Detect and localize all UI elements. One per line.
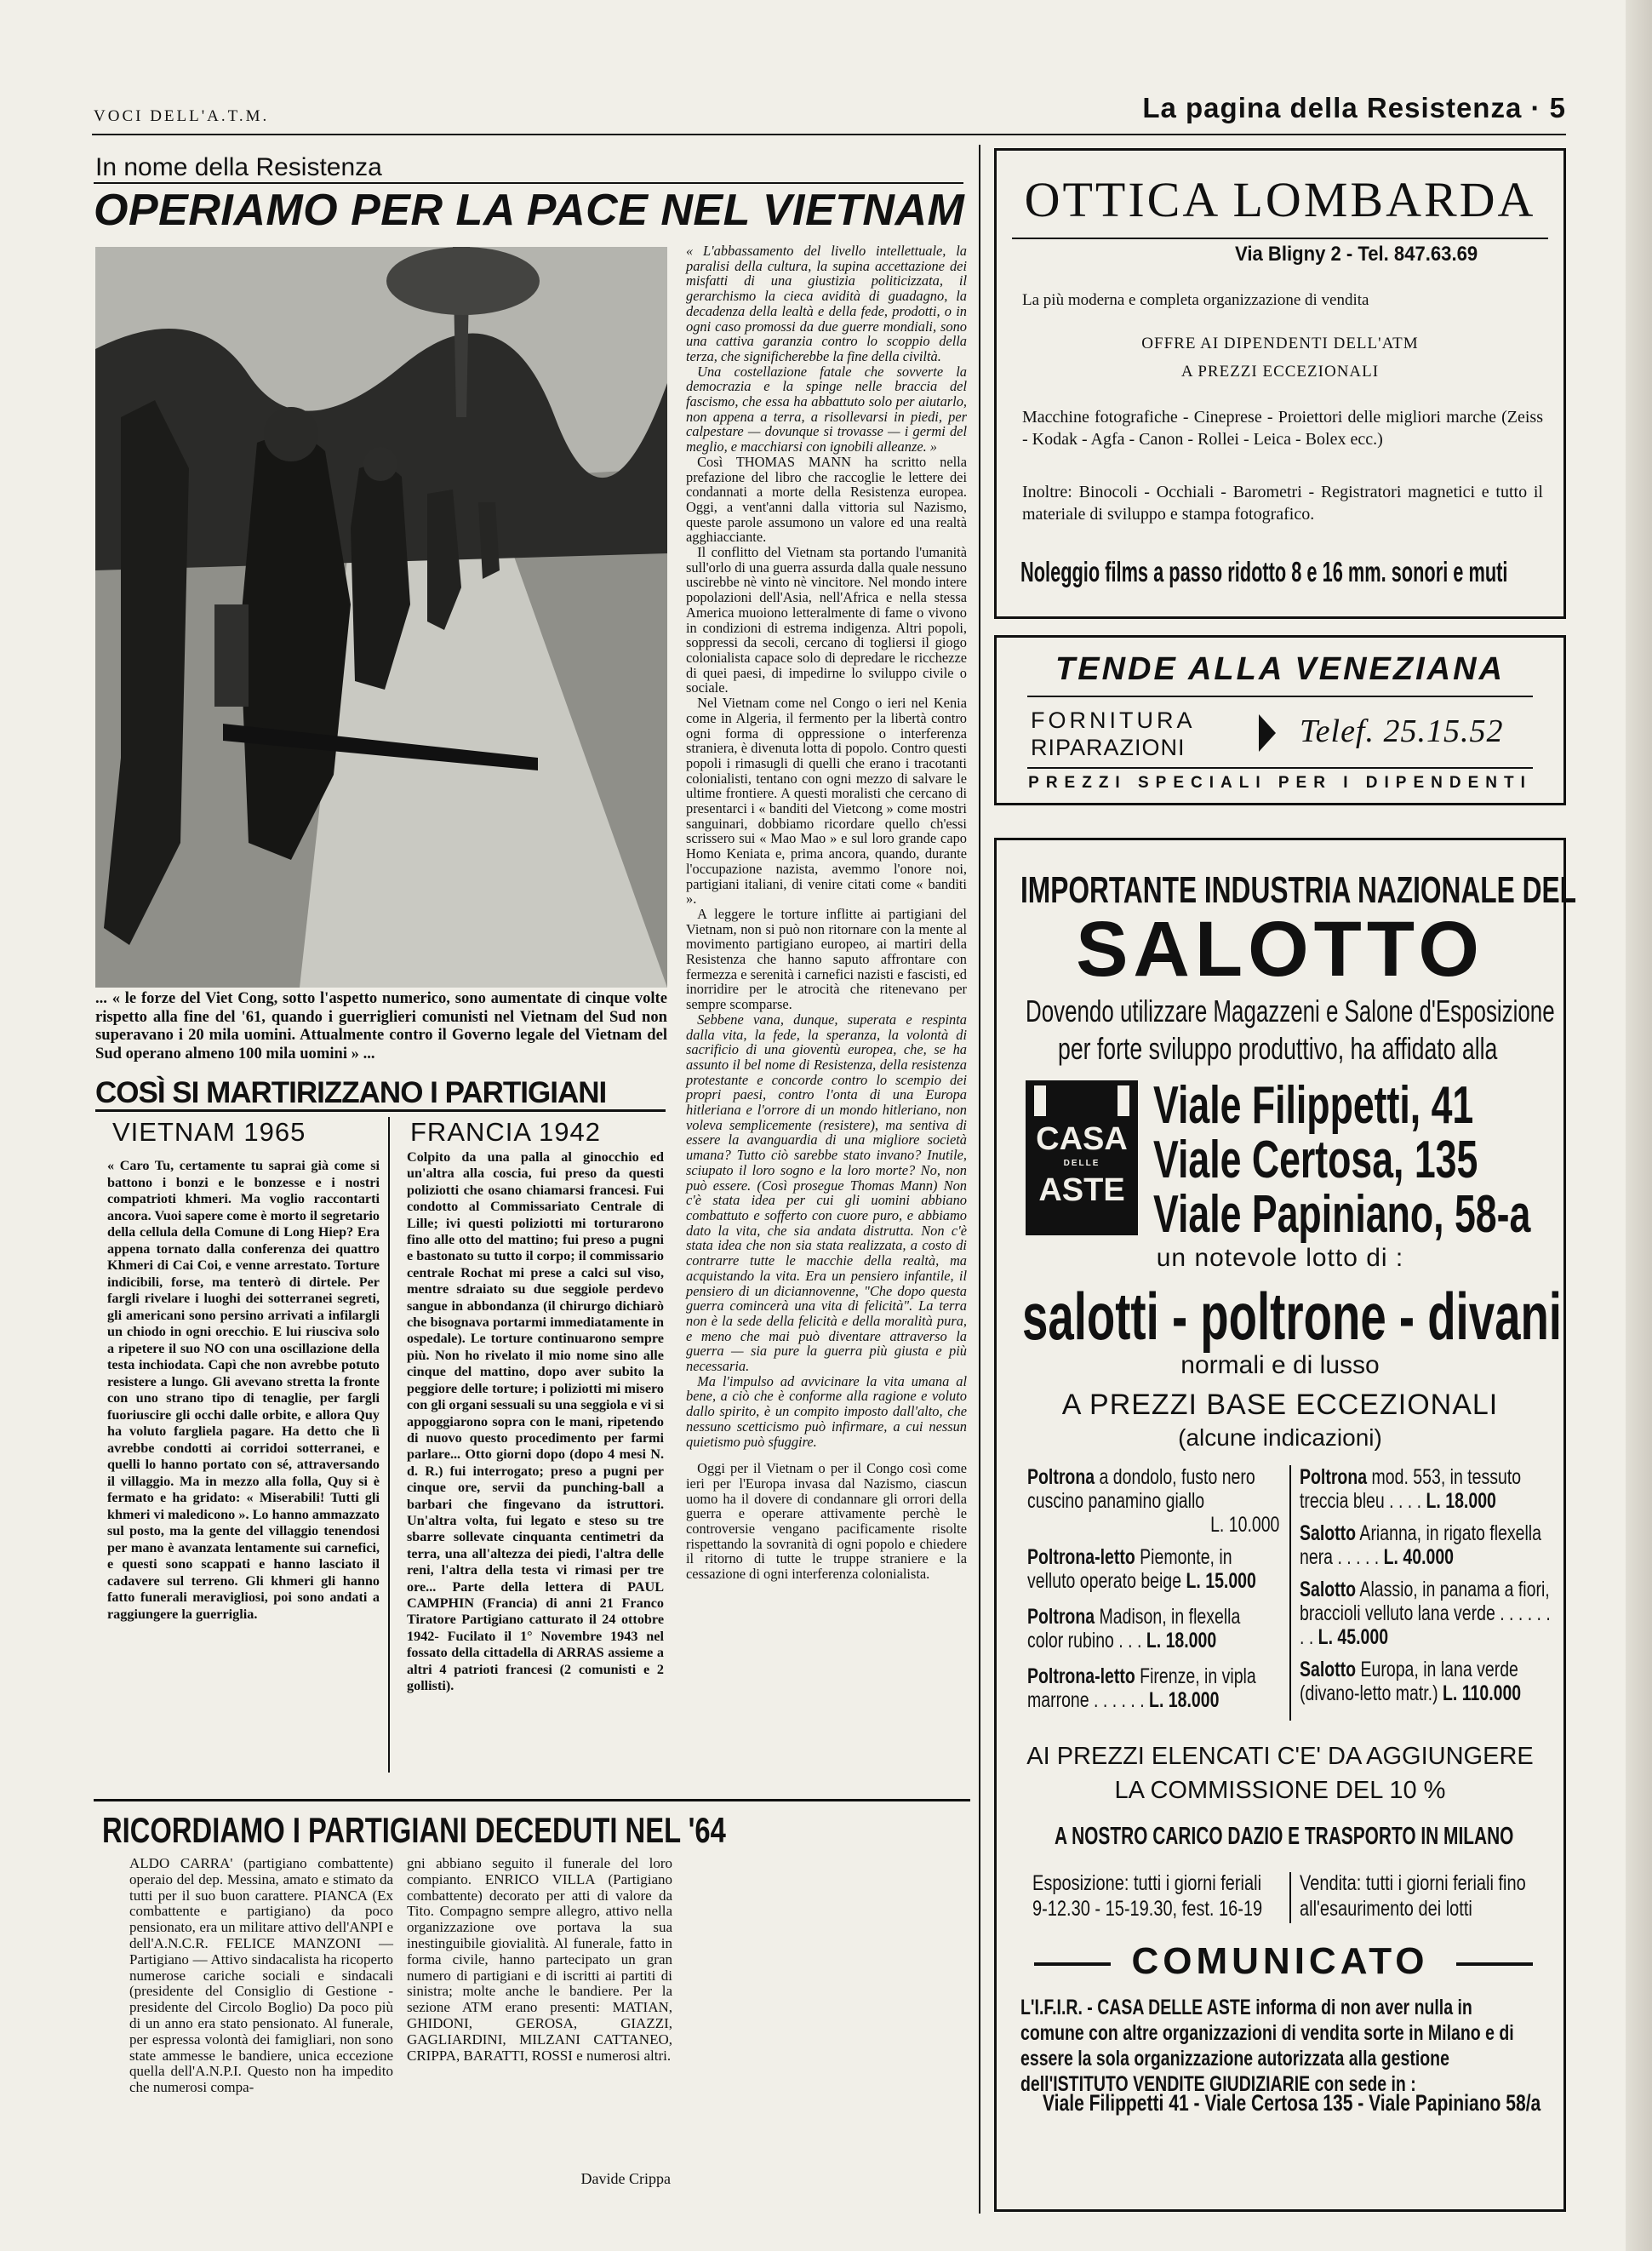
logo-casa-text: CASA xyxy=(1036,1121,1128,1157)
price-item-price: L. 40.000 xyxy=(1383,1545,1455,1569)
salotto-line2: per forte sviluppo produttivo, ha affidato alla xyxy=(1058,1031,1498,1066)
article-paragraph: Il conflitto del Vietnam sta portando l'umanità sull'orlo di una guerra assurda dalla quale nessuno uscirebbe nè vinto nè vincitore. Nel mondo intere popolazioni dell'Asia, nell'Africa e nella stessa America muoiono letteralmente di fame o vivono in condizioni di estrema indigenza. Altri popoli, soppressi da secoli, cercano di togliersi il giogo colonialista capace solo di depredare le ricchezze di quei paesi, di impedirne lo sviluppo civile o sociale. xyxy=(686,544,967,696)
photo-illustration xyxy=(95,247,667,988)
francia-subtitle: FRANCIA 1942 xyxy=(410,1117,601,1147)
ottica-address: Via Bligny 2 - Tel. 847.63.69 xyxy=(1235,243,1478,266)
ricordiamo-col1: ALDO CARRA' (partigiano combattente) operaio del dep. Messina, amato e stimato da tutti per il suo buon carattere. PIANCA (Ex combattente e partigiano) da poco pensionato, era un militare attivo dell'ANPI e dell'A.N.C.R. FELICE MANZONI — Partigiano — Attivo sindacalista ha ricoperto numerose cariche sociali e sindacali (presidente del Consiglio di Gestione - presidente del Circolo Boglio) Da poco più di un anno era stato pensionato. Al funerale, per espressa volontà dei famigliari, non sono state ammesse le bandiere, unica eccezione quella dell'A.N.P.I. Questo non ha impedito che numerosi compa- xyxy=(129,1855,393,2096)
logo-bar xyxy=(1034,1085,1046,1116)
price-item-desc: Madison, in flexella color rubino . . . xyxy=(1027,1605,1241,1652)
price-item-desc: Europa, in lana verde (divano-letto matr.) xyxy=(1300,1658,1518,1705)
ottica-offer1: OFFRE AI DIPENDENTI DELL'ATM xyxy=(1141,335,1419,352)
article-paragraph: Oggi per il Vietnam o per il Congo così come ieri per l'Europa invasa dal Nazismo, ciascun uomo ha il dovere di condannare gli orrori della guerra e operare attivamente perchè le controversie vengano pacificamente risolte rispettando la sovranità di ogni popolo e chiedere il ritorno di tutte le truppe straniere e la cessazione di ogni interferenza colonialista. xyxy=(686,1460,967,1583)
ottica-offer2: A PREZZI ECCEZIONALI xyxy=(1180,363,1380,381)
price-item xyxy=(1027,1664,1279,1712)
vietnam-subtitle: VIETNAM 1965 xyxy=(112,1117,306,1147)
logo-delle-text: DELLE xyxy=(1063,1159,1100,1168)
price-item xyxy=(1300,1521,1555,1569)
price-item-name: Poltrona-letto xyxy=(1027,1664,1135,1688)
salotto-addr2: Viale Certosa, 135 xyxy=(1153,1131,1478,1189)
ricordiamo-title: RICORDIAMO I PARTIGIANI DECEDUTI NEL '64 xyxy=(102,1810,726,1850)
salotto-intro: IMPORTANTE INDUSTRIA NAZIONALE DEL xyxy=(1020,869,1576,911)
price-item-name: Poltrona xyxy=(1027,1465,1095,1489)
comunicato-addresses: Viale Filippetti 41 - Viale Certosa 135 - Viale Papiniano 58/a xyxy=(1043,2090,1541,2116)
tende-footer: PREZZI SPECIALI PER I DIPENDENTI xyxy=(1028,774,1532,792)
column-separator xyxy=(979,145,980,2214)
salotto-addr3: Viale Papiniano, 58-a xyxy=(1153,1185,1531,1244)
price-item-price: L. 110.000 xyxy=(1442,1681,1522,1705)
salotto-carico: A NOSTRO CARICO DAZIO E TRASPORTO IN MILANO xyxy=(1055,1823,1514,1850)
comunicato-title: COMUNICATO xyxy=(1131,1940,1429,1982)
salotto-addr1: Viale Filippetti, 41 xyxy=(1153,1076,1474,1135)
article-paragraph: « L'abbassamento del livello intellettuale, la paralisi della cultura, la supina accettazione dei misfatti di una giustizia politicizzata, il gerarchismo la cieca avidità di guadagno, la decadenza della lealtà e della fede, prodotti, o in ogni caso promossi da due guerre mondiali, sono una cattiva garanzia contro lo scoppio della terza, che significherebbe la fine della civiltà. xyxy=(686,243,967,364)
price-item-name: Salotto xyxy=(1300,1578,1357,1601)
casa-delle-aste-logo xyxy=(1026,1080,1138,1235)
salotto-indicazioni: (alcune indicazioni) xyxy=(1178,1424,1382,1451)
article-body xyxy=(686,243,967,1582)
ricordiamo-col2: gni abbiano seguito il funerale del loro compianto. ENRICO VILLA (Partigiano combattente) decorato per atti di valore da Tito. Compagno sempre allegro, attivo nella organizzazione ove portava la sua inestinguibile giovialità. Al funerale, fatto in forma civile, hanno partecipato un gran numero di partigiani e di iscritti ai partiti di sinistra; molte anche le bandiere. Per la sezione ATM erano presenti: MATIAN, GHIDONI, GEROSA, GIAZZI, GAGLIARDINI, MILZANI CATTANEO, CRIPPA, BARATTI, ROSSI e numerosi altri. xyxy=(407,1855,672,2064)
price-item-name: Poltrona xyxy=(1300,1465,1368,1489)
comunicato-rule-right xyxy=(1456,1962,1533,1966)
ottica-also: Inoltre: Binocoli - Occhiali - Barometri - Registratori magnetici e tutto il materiale di sviluppo e stampa fotografico. xyxy=(1022,483,1543,524)
logo-bar xyxy=(1118,1085,1129,1116)
tende-ad xyxy=(994,635,1566,805)
salotto-esposizione: Esposizione: tutti i giorni feriali 9-12.30 - 15-19.30, fest. 16-19 xyxy=(1032,1871,1263,1921)
price-item-name: Salotto xyxy=(1300,1521,1357,1545)
article-paragraph: Una costellazione fatale che sovverte la democrazia e la spinge nelle braccia del fascismo, che essa ha abbattuto solo per aiutarlo, non appena a terra, a risollevarsi in piedi, per calpestare — dovunque si trovasse — i germi del meglio, e macchiarsi con ignobili alleanze. » xyxy=(686,363,967,455)
salotto-prezzi: A PREZZI BASE ECCEZIONALI xyxy=(1061,1389,1499,1421)
article-paragraph: Nel Vietnam come nel Congo o ieri nel Kenia come in Algeria, il fermento per la libertà contro ogni forma di oppressione o interferenza straniera, è divenuta lotta di popolo. Contro questi popoli i rimasugli di quelli che erano i tracotanti colonialisti, tentano con ogni mezzo di salvare le ultime frontiere. A questi moralisti che cercano di presentarci i « banditi del Vietcong » come mostri sanguinari, dobbiamo ricordare quello ch'essi scrissero sui « Mao Mao » e sul loro grande capo Homo Keniata e, prima ancora, quando, durante l'occupazione nazista, avemmo l'onore noi, partigiani italiani, di venire citati come « banditi ». xyxy=(686,695,967,908)
article-paragraph: Ma l'impulso ad avvicinare la vita umana al bene, a ciò che è conforme alla ragione e voluto dallo spirito, è un compito imposto dall'alto, che nessuno scetticismo può infirmare, a cui nessun quietismo può sfuggire. xyxy=(686,1372,967,1450)
esposizione-divider xyxy=(1289,1872,1291,1923)
price-item-desc: Alassio, in panama a fiori, braccioli velluto lana verde . . . . . . . . xyxy=(1300,1578,1551,1649)
ottica-products: Macchine fotografiche - Cineprese - Proiettori delle migliori marche (Zeiss - Kodak - Agfa - Canon - Rollei - Leica - Bolex ecc.) xyxy=(1022,408,1543,449)
tende-riparazioni: RIPARAZIONI xyxy=(1031,735,1186,760)
page-edge xyxy=(1626,0,1652,2251)
salotto-big: SALOTTO xyxy=(1076,906,1484,993)
price-item-desc: Arianna, in rigato flexella nera . . . . . xyxy=(1300,1521,1541,1569)
price-item-price: L. 15.000 xyxy=(1186,1569,1256,1593)
running-head-left: VOCI DELL'A.T.M. xyxy=(94,107,270,125)
price-item-name: Poltrona xyxy=(1027,1605,1095,1629)
ottica-ad xyxy=(994,148,1566,619)
guerrilla-photo xyxy=(95,247,667,988)
ottica-name: OTTICA LOMBARDA xyxy=(1024,172,1536,227)
price-item xyxy=(1027,1465,1279,1537)
salotto-products: salotti - poltrone - divani xyxy=(1022,1279,1562,1354)
photo-caption: ... « le forze del Viet Cong, sotto l'aspetto numerico, sono aumentate di cinque volte rispetto alla fine del '61, quando i guerriglieri comunisti nel Vietnam del Sud non superavano i 20 mila uomini. Attualmente contro il Governo legale del Vietnam del Sud operano almeno 100 mila uomini » ... xyxy=(95,989,667,1062)
price-item-desc: a dondolo, fusto nero cuscino panamino giallo xyxy=(1027,1465,1255,1513)
ottica-rule xyxy=(1012,238,1548,239)
tende-title: TENDE ALLA VENEZIANA xyxy=(1055,651,1505,687)
article-paragraph: Così THOMAS MANN ha scritto nella prefazione del libro che raccoglie le lettere dei condannati a morte della Resistenza europea. Oggi, a vent'anni dalla vittoria sul Nazismo, queste parole assumono un valore ed una realtà agghiacciante. xyxy=(686,453,967,546)
price-item xyxy=(1300,1465,1555,1513)
tende-phone: Telef. 25.15.52 xyxy=(1300,713,1504,749)
price-item xyxy=(1027,1605,1279,1652)
price-item-price: L. 18.000 xyxy=(1426,1489,1496,1513)
article-paragraph: Sebbene vana, dunque, superata e respinta dalla vita, la fede, la speranza, la volontà di sacrificio di una gioventù europea, che, se ha assunto il bel nome di Resistenza, della resistenza protestante e concorde contro lo scempio dei propri paesi, contro l'onta di una Europa hitleriana e l'orrore di un mondo hitleriano, non voleva semplicemente (resistere), ma sentiva di essere la avanguardia di una migliore società umana? Tutto ciò sarebbe stato invano? Inutile, sciupato il loro sogno e la loro morte? No, non può essere. (Così prosegue Thomas Mann) Non c'è stata idea per cui gli uomini abbiano combattuto e sofferto con cuore puro, e abbiamo dato la vita, che sia andata distrutta. Non c'è stata idea che non sia stata realizzata, a costo di contrarre tutte le macchie della realtà, ma acquistando la vita. Era un pensiero infantile, il pensiero di un diciannovenne, "Che dopo questa guerra comincerà una vita di felicità". La terra non è la sede della felicità e della moralità pura, e meno che mai può diventare attraverso la guerra — sia pure la guerra più giusta e più necessaria. xyxy=(686,1011,967,1375)
article-kicker: In nome della Resistenza xyxy=(95,153,382,181)
salotto-ad xyxy=(994,838,1576,2212)
article-paragraph: A leggere le torture inflitte ai partigiani del Vietnam, non si può non ritornare con la mente al movimento partigiano europeo, ai martiri della Resistenza che hanno saputo affrontare con fermezza e serenità i carnefici nazisti e fascisti, ed inorridire per le atrocità che ritenevano per sempre scomparse. xyxy=(686,905,967,1013)
price-item-price: L. 18.000 xyxy=(1149,1688,1220,1712)
tende-rule-bottom xyxy=(1027,767,1533,769)
salotto-aggiungere2: LA COMMISSIONE DEL 10 % xyxy=(1114,1777,1446,1804)
salotto-line1: Dovendo utilizzare Magazzeni e Salone d'Esposizione xyxy=(1026,994,1555,1028)
price-list-divider xyxy=(1289,1465,1291,1721)
price-item-desc: Firenze, in vipla marrone . . . . . . xyxy=(1027,1664,1256,1712)
price-item xyxy=(1027,1545,1279,1593)
price-item-price: L. 18.000 xyxy=(1146,1629,1217,1652)
running-head-right: La pagina della Resistenza · 5 xyxy=(1142,92,1566,123)
partigiani-divider xyxy=(388,1117,390,1773)
partigiani-title: COSÌ SI MARTIRIZZANO I PARTIGIANI xyxy=(95,1077,666,1112)
price-item-name: Poltrona-letto xyxy=(1027,1545,1135,1569)
ricordiamo-top-rule xyxy=(94,1799,970,1801)
ricordiamo-signature: Davide Crippa xyxy=(580,2170,671,2187)
price-item-desc: Piemonte, in velluto operato beige xyxy=(1027,1545,1232,1593)
article-headline: OPERIAMO PER LA PACE NEL VIETNAM xyxy=(94,186,965,235)
price-item-price: L. 10.000 xyxy=(1210,1513,1280,1537)
salotto-normali: normali e di lusso xyxy=(1180,1351,1380,1379)
ottica-tagline: La più moderna e completa organizzazione di vendita xyxy=(1022,291,1369,309)
salotto-aggiungere1: AI PREZZI ELENCATI C'E' DA AGGIUNGERE xyxy=(1026,1743,1534,1770)
comunicato-text: L'I.F.I.R. - CASA DELLE ASTE informa di non aver nulla in comune con altre organizzazioni di vendita sorte in Milano e di essere la sola organizzazione autorizzata alla gestione dell'ISTITUTO VENDITE GIUDIZIARIE con sede in : xyxy=(1020,1996,1514,2096)
tende-fornitura: FORNITURA xyxy=(1031,707,1196,733)
ottica-rental: Noleggio films a passo ridotto 8 e 16 mm. sonori e muti xyxy=(1020,556,1508,587)
vietnam-letter: « Caro Tu, certamente tu saprai già come si battono i bonzi e le bonzesse e i nostri compatrioti khmeri. Ma voglio raccontarti ancora. Vuoi sapere come è morto il segretario della cellula della Comune di Long Hiep? Era appena tornato dalla conferenza dei quattro Khmeri di Cai Coi, e venne arrestato. Torture indicibili, forse, ma tenterò di dirtele. Per fargli rivelare i luoghi dei sotterranei segreti, gli americani sono persino arrivati a infilargli un chiodo in ogni orecchio. E lui riusciva solo a ripetere il suo NO con una oscillazione della testa inchiodata. Capì che non avrebbe potuto resistere a lungo. Gli avevano stretta la fronte con uno strano tipo di tenaglie, per fargli fuoriuscire gli occhi dalle orbite, e allora Quy ha voluto fargliela pagare. Ha detto che lì avrebbe condotti ai corridoi sotterranei, e quelli lo hanno portato con sé, attraversando il villaggio. Ma in mezzo alla folla, Quy si è fermato e ha gridato: « Miserabili! Tutti gli khmeri vi maledicono ». Lo hanno ammazzato sul posto, ma la gente del villaggio tenendosi per mano è avanzata lentamente sui carnefici, e questi sono scappati e hanno lasciato il cadavere sul terreno. Gli khmeri gli hanno fatto funerali meravigliosi, poi sono andati a raggiungere la guerriglia. xyxy=(107,1158,380,1622)
francia-letter: Colpito da una palla al ginocchio ed un'altra alla coscia, fui preso da questi poliziotti che osano chiamarsi francesi. Fui condotto al Commissariato Centrale di Lille; ivi questi poliziotti mi torturarono fino alle otto del mattino; fui preso a pugni e bastonato su tutto il corpo; il commissario centrale Rochat mi prese a calci sul viso, mentre sdraiato su due seggiole perdevo sangue in abbondanza (il chirurgo dichiarò che bisognava portarmi immediatamente in ospedale). Le torture continuarono sempre più. Non ho rivelato il mio nome sino alle cinque del mattino, dopo aver subito la peggiore delle torture; i poliziotti mi misero con gli organi sessuali su una seggiola e vi si appoggiarono sopra con le mani, ripetendo di nuovo questo procedimento per farmi parlare... Otto giorni dopo (dopo 4 mesi N. d. R.) fui interrogato; preso a pugni per cinque ore, servii da punching-ball a barbari che fingevano da istruttori. Un'altra volta, fui legato e steso su tre sbarre sollevate cinquanta centimetri da terra, una all'altezza dei piedi, l'altra delle reni, l'altra della testa vi rimasi per tre ore... Parte della lettera di PAUL CAMPHIN (Francia) di anni 21 Franco Tiratore Partigiano catturato il 24 ottobre 1942- Fucilato il 1° Novembre 1943 nel fossato della cittadella di ARRAS assieme a altri 4 patrioti francesi (2 comunisti e 2 gollisti). xyxy=(407,1149,664,1693)
salotto-vendita: Vendita: tutti i giorni feriali fino all'esaurimento dei lotti xyxy=(1300,1871,1526,1921)
header-rule xyxy=(92,134,1566,135)
price-item-price: L. 45.000 xyxy=(1318,1625,1389,1649)
price-item-name: Salotto xyxy=(1300,1658,1357,1681)
price-item-desc: mod. 553, in tessuto treccia bleu . . . . xyxy=(1300,1465,1522,1513)
kicker-rule xyxy=(94,182,963,184)
price-item xyxy=(1300,1658,1555,1705)
salotto-lotto: un notevole lotto di : xyxy=(1156,1244,1404,1272)
price-item xyxy=(1300,1578,1555,1649)
logo-aste-text: ASTE xyxy=(1038,1172,1125,1208)
arrow-right-icon xyxy=(1259,714,1276,752)
tende-rule-top xyxy=(1027,696,1533,697)
